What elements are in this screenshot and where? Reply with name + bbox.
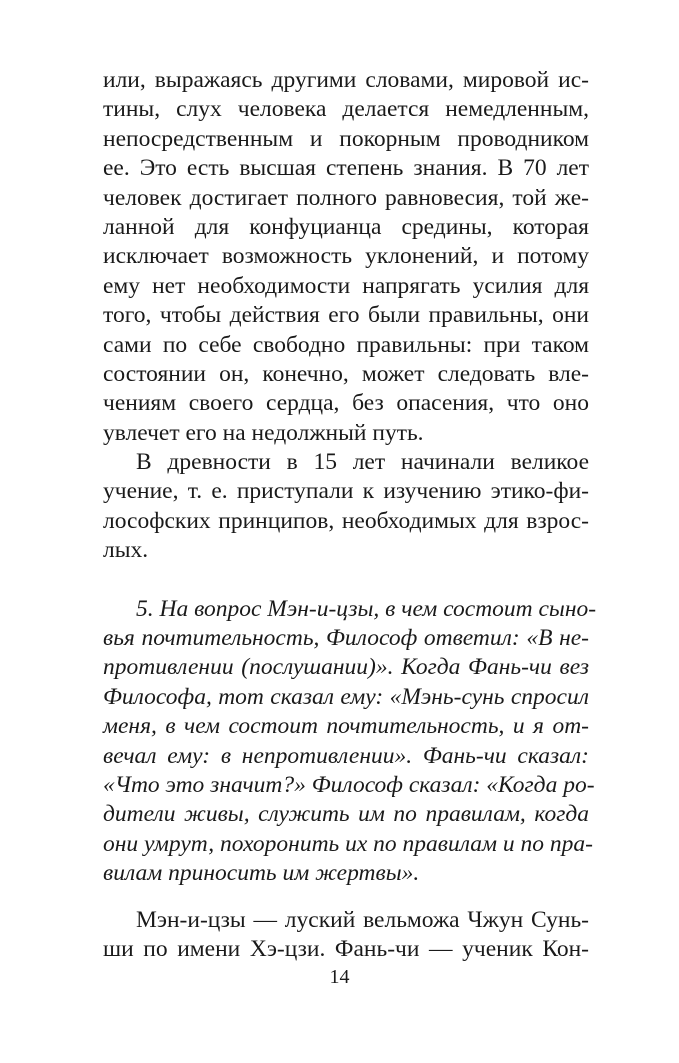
text-line: вечал ему: в непротивлении». Фань-чи сказал: <box>103 742 589 769</box>
paragraph-commentary <box>103 906 589 965</box>
page-body <box>103 66 597 964</box>
text-line: тины, слух человека делается немедленным, <box>103 96 589 123</box>
paragraph-continuation <box>103 66 589 448</box>
text-line: дители живы, служить им по правилам, когда <box>103 801 589 828</box>
text-line: чениям своего сердца, без опасения, что оно <box>103 390 589 417</box>
text-line: 5. На вопрос Мэн-и-цзы, в чем состоит сыно- <box>136 595 597 622</box>
text-line: В древности в 15 лет начинали великое <box>136 449 589 476</box>
text-line: увлечет его на недолжный путь. <box>103 419 424 446</box>
text-line: исключает возможность уклонений, и потому <box>103 243 589 270</box>
paragraph-spacer <box>103 889 589 906</box>
paragraph-spacer <box>103 566 589 595</box>
text-line: «Что это значит?» Философ сказал: «Когда ро- <box>103 771 595 798</box>
text-line: лософских принципов, необходимых для взрос- <box>103 507 589 534</box>
text-line: противлении (послушании)». Когда Фань-чи вез <box>103 654 589 681</box>
text-line: меня, в чем состоит почтительность, и я от- <box>103 713 589 740</box>
text-line: лых. <box>103 537 149 564</box>
text-line: Мэн-и-цзы — луский вельможа Чжун Сунь- <box>136 906 589 933</box>
text-line: ши по имени Хэ-цзи. Фань-чи — ученик Кон- <box>103 935 589 962</box>
text-line: ему нет необходимости напрягать усилия для <box>103 272 589 299</box>
text-line: Философа, тот сказал ему: «Мэнь-сунь спросил <box>103 683 589 710</box>
text-line: они умрут, похоронить их по правилам и по пра- <box>103 830 593 857</box>
text-line: того, чтобы действия его были правильны, они <box>103 302 589 329</box>
paragraph-verse-5 <box>103 595 597 889</box>
text-line: ее. Это есть высшая степень знания. В 70 лет <box>103 155 589 182</box>
text-line: вья почтительность, Философ ответил: «В не- <box>103 625 589 652</box>
text-line: учение, т. е. приступали к изучению этико-фи- <box>103 478 589 505</box>
page-number: 14 <box>329 966 350 988</box>
text-line: ланной для конфуцианца средины, которая <box>103 213 589 240</box>
text-line: или, выражаясь другими словами, мировой ис- <box>103 67 589 93</box>
text-line: сами по себе свободно правильны: при таком <box>103 331 589 358</box>
text-line: состоянии он, конечно, может следовать вле- <box>103 360 589 387</box>
text-line: непосредственным и покорным проводником <box>103 125 589 152</box>
text-line: вилам приносить им жертвы». <box>103 860 420 887</box>
text-line: человек достигает полного равновесия, той же- <box>103 184 589 211</box>
paragraph-antiquity <box>103 448 589 566</box>
